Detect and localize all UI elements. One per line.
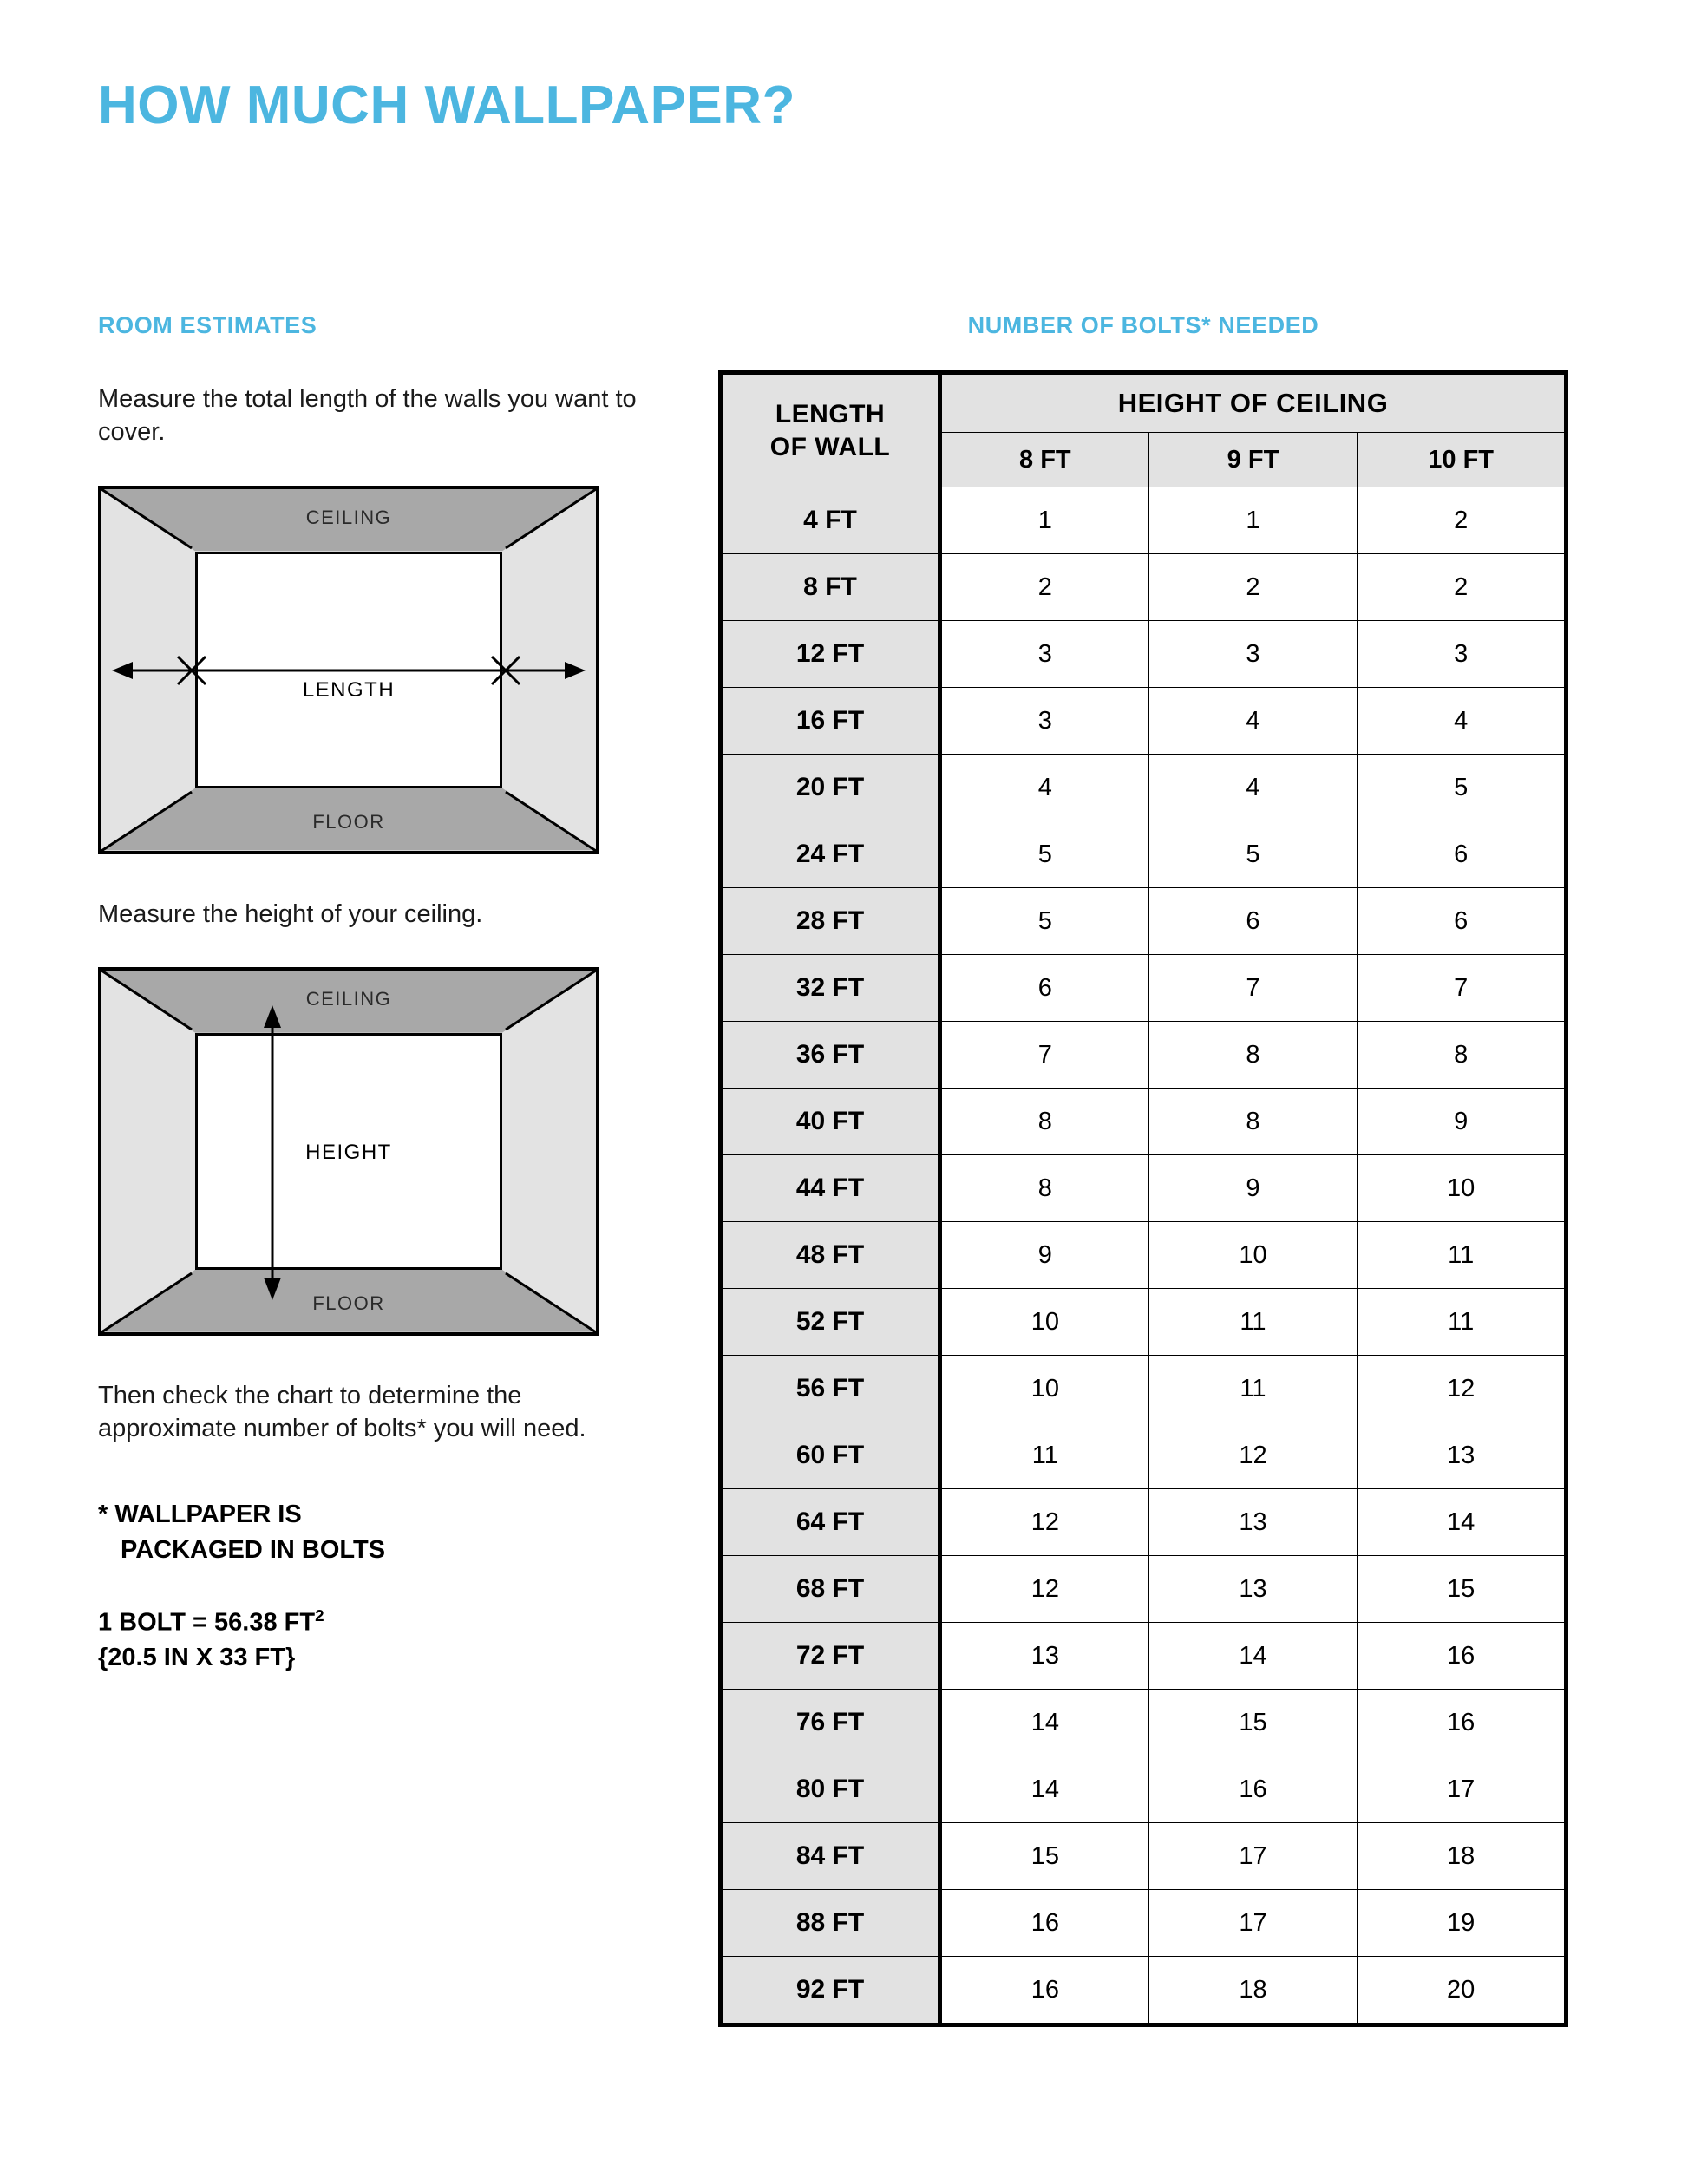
bolts-cell: 17 xyxy=(1148,1890,1358,1957)
length-dimension-arrows xyxy=(101,489,596,851)
bolts-cell: 2 xyxy=(1358,487,1567,554)
bolts-cell: 12 xyxy=(940,1489,1149,1556)
row-label-length: 28 FT xyxy=(721,888,940,955)
bolts-cell: 3 xyxy=(940,688,1149,755)
bolts-cell: 8 xyxy=(1358,1022,1567,1089)
bolts-cell: 16 xyxy=(940,1890,1149,1957)
footnote-block xyxy=(98,1497,653,1675)
bolt-size-line-2: {20.5 IN X 33 FT} xyxy=(98,1643,296,1671)
room-diagram-length xyxy=(98,486,599,854)
bolts-cell: 11 xyxy=(1148,1289,1358,1356)
bolts-cell: 11 xyxy=(1358,1222,1567,1289)
row-label-length: 80 FT xyxy=(721,1756,940,1823)
table-row xyxy=(721,1756,1567,1823)
column-header-8ft: 8 FT xyxy=(940,433,1149,487)
bolts-cell: 8 xyxy=(940,1089,1149,1155)
row-label-length: 36 FT xyxy=(721,1022,940,1089)
bolts-cell: 7 xyxy=(1358,955,1567,1022)
table-row xyxy=(721,1556,1567,1623)
room-estimates-column xyxy=(98,312,653,1675)
bolts-cell: 14 xyxy=(940,1756,1149,1823)
bolts-cell: 6 xyxy=(1358,888,1567,955)
bolts-cell: 14 xyxy=(940,1690,1149,1756)
bolts-cell: 5 xyxy=(940,821,1149,888)
bolts-cell: 3 xyxy=(1358,621,1567,688)
bolt-size-line-1 xyxy=(98,1605,653,1640)
table-row xyxy=(721,1623,1567,1690)
bolts-table xyxy=(718,370,1568,2027)
table-row xyxy=(721,1890,1567,1957)
bolts-cell: 8 xyxy=(1148,1022,1358,1089)
footnote-line-2: PACKAGED IN BOLTS xyxy=(121,1535,386,1564)
step-3-text: Then check the chart to determine the approximate number of bolts* you will need. xyxy=(98,1381,586,1443)
bolts-cell: 4 xyxy=(940,755,1149,821)
bolts-cell: 2 xyxy=(940,554,1149,621)
height-label: HEIGHT xyxy=(305,1140,392,1164)
bolts-cell: 10 xyxy=(1148,1222,1358,1289)
row-label-length: 52 FT xyxy=(721,1289,940,1356)
bolts-cell: 16 xyxy=(1358,1690,1567,1756)
bolts-cell: 2 xyxy=(1358,554,1567,621)
bolts-cell: 6 xyxy=(1148,888,1358,955)
bolts-cell: 13 xyxy=(1148,1489,1358,1556)
row-label-length: 76 FT xyxy=(721,1690,940,1756)
step-1-text: Measure the total length of the walls you want to cover. xyxy=(98,385,637,447)
bolts-cell: 13 xyxy=(940,1623,1149,1690)
row-label-length: 56 FT xyxy=(721,1356,940,1422)
length-of-wall-line2: OF WALL xyxy=(769,432,891,461)
bolts-cell: 16 xyxy=(1148,1756,1358,1823)
row-label-length: 84 FT xyxy=(721,1823,940,1890)
length-of-wall-line1: LENGTH xyxy=(775,400,886,428)
table-row xyxy=(721,821,1567,888)
row-label-length: 44 FT xyxy=(721,1155,940,1222)
bolts-cell: 4 xyxy=(1148,688,1358,755)
bolts-cell: 8 xyxy=(1148,1089,1358,1155)
room-estimates-heading: ROOM ESTIMATES xyxy=(98,312,317,338)
table-row xyxy=(721,755,1567,821)
bolts-cell: 3 xyxy=(1148,621,1358,688)
table-row xyxy=(721,621,1567,688)
bolts-cell: 15 xyxy=(1148,1690,1358,1756)
table-row xyxy=(721,1155,1567,1222)
bolts-cell: 9 xyxy=(1148,1155,1358,1222)
bolts-cell: 20 xyxy=(1358,1957,1567,2025)
bolts-cell: 10 xyxy=(940,1356,1149,1422)
table-row xyxy=(721,1356,1567,1422)
bolt-size-value: 1 BOLT = 56.38 FT xyxy=(98,1608,316,1637)
bolts-cell: 8 xyxy=(940,1155,1149,1222)
step-2-text: Measure the height of your ceiling. xyxy=(98,899,483,928)
bolts-cell: 7 xyxy=(940,1022,1149,1089)
bolts-cell: 16 xyxy=(1358,1623,1567,1690)
row-label-length: 68 FT xyxy=(721,1556,940,1623)
bolts-cell: 1 xyxy=(940,487,1149,554)
row-label-length: 48 FT xyxy=(721,1222,940,1289)
row-label-length: 88 FT xyxy=(721,1890,940,1957)
bolts-cell: 17 xyxy=(1358,1756,1567,1823)
bolts-cell: 12 xyxy=(1148,1422,1358,1489)
bolts-cell: 11 xyxy=(1148,1356,1358,1422)
row-label-length: 12 FT xyxy=(721,621,940,688)
row-label-length: 8 FT xyxy=(721,554,940,621)
table-row xyxy=(721,1289,1567,1356)
floor-label: FLOOR xyxy=(312,810,385,833)
table-row xyxy=(721,1422,1567,1489)
row-label-length: 16 FT xyxy=(721,688,940,755)
bolts-cell: 15 xyxy=(1358,1556,1567,1623)
table-row xyxy=(721,688,1567,755)
bolts-cell: 13 xyxy=(1358,1422,1567,1489)
row-label-length: 60 FT xyxy=(721,1422,940,1489)
table-row xyxy=(721,554,1567,621)
bolts-cell: 7 xyxy=(1148,955,1358,1022)
row-label-length: 92 FT xyxy=(721,1957,940,2025)
height-of-ceiling-header: HEIGHT OF CEILING xyxy=(940,373,1567,433)
ceiling-label: CEILING xyxy=(305,506,392,528)
bolts-cell: 18 xyxy=(1148,1957,1358,2025)
table-row xyxy=(721,1690,1567,1756)
bolts-table-heading: NUMBER OF BOLTS* NEEDED xyxy=(967,312,1319,338)
bolts-cell: 2 xyxy=(1148,554,1358,621)
floor-label: FLOOR xyxy=(312,1291,385,1314)
bolts-cell: 10 xyxy=(1358,1155,1567,1222)
bolts-cell: 5 xyxy=(940,888,1149,955)
bolts-cell: 4 xyxy=(1148,755,1358,821)
bolts-cell: 9 xyxy=(1358,1089,1567,1155)
bolts-cell: 11 xyxy=(1358,1289,1567,1356)
table-row xyxy=(721,1823,1567,1890)
room-diagram-height xyxy=(98,967,599,1336)
row-label-length: 32 FT xyxy=(721,955,940,1022)
column-header-9ft: 9 FT xyxy=(1148,433,1358,487)
table-header xyxy=(721,373,1567,487)
page-title: HOW MUCH WALLPAPER? xyxy=(98,75,795,135)
bolts-cell: 16 xyxy=(940,1957,1149,2025)
bolts-cell: 12 xyxy=(1358,1356,1567,1422)
length-of-wall-header xyxy=(721,373,940,487)
bolts-cell: 19 xyxy=(1358,1890,1567,1957)
bolts-cell: 1 xyxy=(1148,487,1358,554)
bolts-cell: 3 xyxy=(940,621,1149,688)
bolts-cell: 14 xyxy=(1358,1489,1567,1556)
row-label-length: 40 FT xyxy=(721,1089,940,1155)
row-label-length: 64 FT xyxy=(721,1489,940,1556)
bolts-cell: 4 xyxy=(1358,688,1567,755)
row-label-length: 72 FT xyxy=(721,1623,940,1690)
bolts-cell: 13 xyxy=(1148,1556,1358,1623)
bolts-cell: 10 xyxy=(940,1289,1149,1356)
bolts-cell: 6 xyxy=(1358,821,1567,888)
bolts-cell: 17 xyxy=(1148,1823,1358,1890)
bolts-cell: 15 xyxy=(940,1823,1149,1890)
bolts-cell: 11 xyxy=(940,1422,1149,1489)
table-row xyxy=(721,1489,1567,1556)
bolts-cell: 14 xyxy=(1148,1623,1358,1690)
table-row xyxy=(721,1022,1567,1089)
bolts-cell: 5 xyxy=(1358,755,1567,821)
bolts-cell: 5 xyxy=(1148,821,1358,888)
bolts-cell: 12 xyxy=(940,1556,1149,1623)
table-row xyxy=(721,1957,1567,2025)
table-row xyxy=(721,888,1567,955)
table-header-row-group xyxy=(721,373,1567,433)
table-body xyxy=(721,487,1567,2025)
table-row xyxy=(721,487,1567,554)
table-row xyxy=(721,955,1567,1022)
bolts-table-column xyxy=(718,312,1568,2027)
length-label: LENGTH xyxy=(302,677,396,702)
table-row xyxy=(721,1222,1567,1289)
bolts-cell: 9 xyxy=(940,1222,1149,1289)
table-row xyxy=(721,1089,1567,1155)
square-exponent: 2 xyxy=(315,1605,324,1625)
column-header-10ft: 10 FT xyxy=(1358,433,1567,487)
row-label-length: 24 FT xyxy=(721,821,940,888)
bolts-cell: 6 xyxy=(940,955,1149,1022)
footnote-line-1: * WALLPAPER IS xyxy=(98,1501,302,1529)
row-label-length: 4 FT xyxy=(721,487,940,554)
ceiling-label: CEILING xyxy=(305,987,392,1010)
row-label-length: 20 FT xyxy=(721,755,940,821)
bolts-cell: 18 xyxy=(1358,1823,1567,1890)
